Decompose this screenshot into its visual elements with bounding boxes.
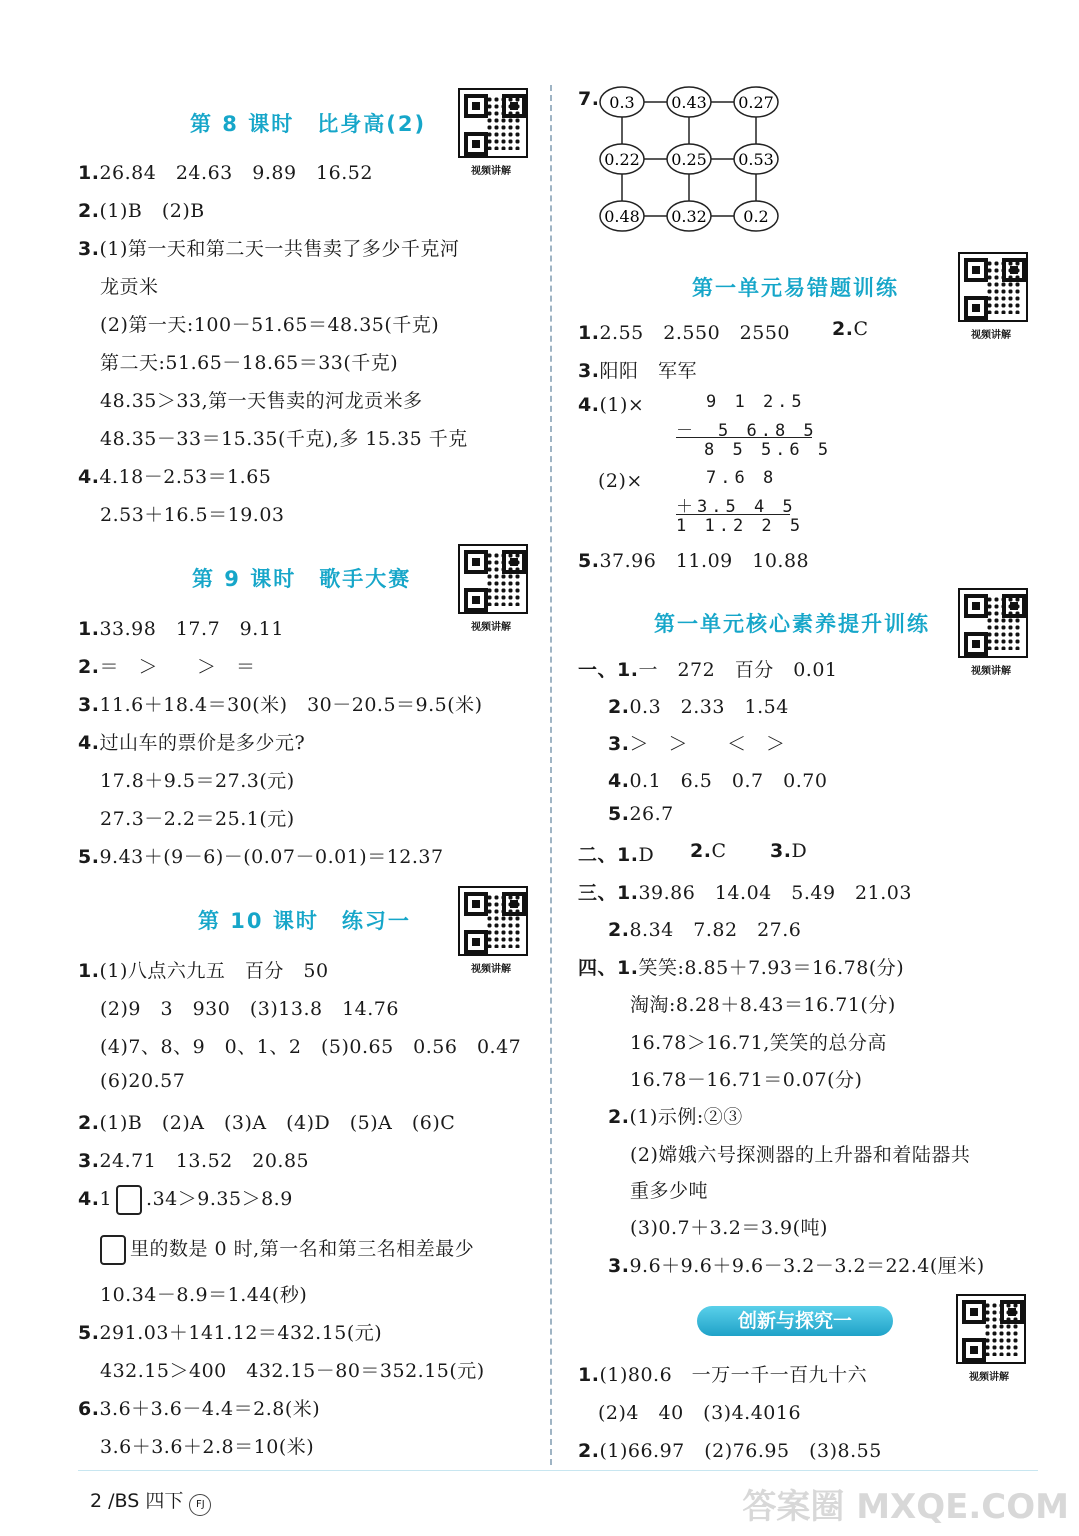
number-grid-diagram xyxy=(596,86,786,234)
answer-line: 2.0.3 2.33 1.54 xyxy=(608,696,789,718)
watermark-logo: 答案圈 MXQE.COM xyxy=(742,1487,1069,1527)
qr-caption: 视频讲解 xyxy=(471,622,511,633)
grid-node-value: 0.27 xyxy=(738,93,774,112)
answer-line: 2.8.34 7.82 27.6 xyxy=(608,919,802,941)
answer-line: 3.6＋3.6＋2.8＝10(米) xyxy=(100,1436,315,1458)
lesson-10-heading: 第 10 课时 练习一 xyxy=(198,909,411,933)
answer-line: 3.阳阳 军军 xyxy=(578,360,697,382)
qr-code-icon[interactable] xyxy=(458,88,528,158)
vertical-calc: ＋3.5 4 5 xyxy=(676,497,797,517)
answer-line: 四、1.笑笑:8.85＋7.93＝16.78(分) xyxy=(578,957,905,979)
answer-line: 16.78－16.71＝0.07(分) xyxy=(630,1069,863,1091)
answer-line: 龙贡米 xyxy=(100,276,159,298)
answer-line: 2.(1)66.97 (2)76.95 (3)8.55 xyxy=(578,1440,882,1462)
answer-line: 1.(1)80.6 一万一千一百九十六 xyxy=(578,1364,868,1386)
answer-line: (2)嫦娥六号探测器的上升器和着陆器共 xyxy=(630,1144,971,1166)
vertical-calc: 9 1 2.5 xyxy=(706,392,806,412)
footer-rule xyxy=(78,1470,1038,1471)
vertical-calc: 1 1.2 2 5 xyxy=(676,516,805,536)
innovation-banner: 创新与探究一 xyxy=(697,1306,893,1336)
answer-line: 1.(1)八点六九五 百分 50 xyxy=(78,960,329,982)
answer-line: 5.9.43＋(9－6)－(0.07－0.01)＝12.37 xyxy=(78,846,444,868)
blank-box xyxy=(100,1235,126,1265)
answer-line: 2.C xyxy=(690,840,727,862)
qr-code-icon[interactable] xyxy=(958,588,1028,658)
answer-line: 一、1.一 272 百分 0.01 xyxy=(578,659,838,681)
vertical-calc: 7.6 8 xyxy=(706,468,778,488)
column-divider xyxy=(550,85,552,1465)
unit-error-heading: 第一单元易错题训练 xyxy=(692,276,899,300)
answer-line: 2.＝ ＞ ＞ ＝ xyxy=(78,656,256,678)
answer-line: 重多少吨 xyxy=(630,1180,709,1202)
grid-node-value: 0.2 xyxy=(743,207,769,226)
answer-line: 三、1.39.86 14.04 5.49 21.03 xyxy=(578,882,912,904)
answer-line: 1.2.55 2.550 2550 xyxy=(578,322,791,344)
answer-line: (2)× xyxy=(598,470,643,492)
answer-line: 4.4.18－2.53＝1.65 xyxy=(78,466,272,488)
vertical-calc: － 5 6.8 5 xyxy=(676,421,818,441)
unit-core-heading: 第一单元核心素养提升训练 xyxy=(654,612,930,636)
blank-box xyxy=(116,1185,142,1215)
page-footer: 2 /BS 四下 FJ xyxy=(90,1486,211,1516)
answer-line: 48.35－33＝15.35(千克),多 15.35 千克 xyxy=(100,428,468,450)
answer-line: (6)20.57 xyxy=(100,1070,186,1092)
qr-caption: 视频讲解 xyxy=(969,1372,1009,1383)
grid-node-value: 0.22 xyxy=(604,150,640,169)
answer-line: 2.(1)B (2)B xyxy=(78,200,205,222)
qr-caption: 视频讲解 xyxy=(971,666,1011,677)
qr-code-icon[interactable] xyxy=(458,886,528,956)
answer-line: (4)7、8、9 0、1、2 (5)0.65 0.56 0.47 xyxy=(100,1036,522,1058)
answer-line: 3.D xyxy=(770,840,808,862)
qr-code-icon[interactable] xyxy=(458,544,528,614)
answer-line: 2.(1)示例:②③ xyxy=(608,1106,743,1128)
answer-line: 3.11.6＋18.4＝30(米) 30－20.5＝9.5(米) xyxy=(78,694,483,716)
answer-line: (3)0.7＋3.2＝3.9(吨) xyxy=(630,1217,828,1239)
answer-line: 1.26.84 24.63 9.89 16.52 xyxy=(78,162,373,184)
answer-line: 6.3.6＋3.6－4.4＝2.8(米) xyxy=(78,1398,321,1420)
answer-line: 2.53＋16.5＝19.03 xyxy=(100,504,285,526)
answer-line: 16.78＞16.71,笑笑的总分高 xyxy=(630,1032,887,1054)
calc-rule xyxy=(676,437,812,438)
answer-line: 1.33.98 17.7 9.11 xyxy=(78,618,284,640)
answer-line: 4.过山车的票价是多少元? xyxy=(78,732,306,754)
answer-line: 48.35＞33,第一天售卖的河龙贡米多 xyxy=(100,390,423,412)
answer-line: 10.34－8.9＝1.44(秒) xyxy=(100,1284,308,1306)
answer-line: 4.(1)× xyxy=(578,394,645,416)
calc-rule xyxy=(676,514,790,515)
answer-line: 4.1 .34＞9.35＞8.9 xyxy=(78,1184,293,1215)
answer-line: 里的数是 0 时,第一名和第三名相差最少 xyxy=(100,1234,474,1265)
answer-line: 2.(1)B (2)A (3)A (4)D (5)A (6)C xyxy=(78,1112,456,1134)
answer-line: 3.＞ ＞ ＜ ＞ xyxy=(608,733,786,755)
qr-caption: 视频讲解 xyxy=(471,964,511,975)
grid-node-value: 0.48 xyxy=(604,207,640,226)
grid-node-value: 0.25 xyxy=(671,150,707,169)
answer-line: 5.291.03＋141.12＝432.15(元) xyxy=(78,1322,383,1344)
answer-line: 4.0.1 6.5 0.7 0.70 xyxy=(608,770,828,792)
lesson-8-heading: 第 8 课时 比身高(2) xyxy=(190,112,427,136)
answer-line: (2)9 3 930 (3)13.8 14.76 xyxy=(100,998,399,1020)
qr-caption: 视频讲解 xyxy=(471,166,511,177)
grid-node-value: 0.53 xyxy=(738,150,774,169)
answer-line: (2)4 40 (3)4.4016 xyxy=(598,1402,802,1424)
answer-line: 二、1.D xyxy=(578,844,655,866)
qr-code-icon[interactable] xyxy=(958,252,1028,322)
grid-node-value: 0.32 xyxy=(671,207,707,226)
answer-line: 3.(1)第一天和第二天一共售卖了多少千克河 xyxy=(78,238,460,260)
grid-node-value: 0.43 xyxy=(671,93,707,112)
answer-line: 2.C xyxy=(832,318,869,340)
lesson-9-heading: 第 9 课时 歌手大赛 xyxy=(192,567,412,591)
answer-line: 5.37.96 11.09 10.88 xyxy=(578,550,810,572)
answer-line: (2)第一天:100－51.65＝48.35(千克) xyxy=(100,314,440,336)
grid-node-value: 0.3 xyxy=(609,93,635,112)
answer-line: 第二天:51.65－18.65＝33(千克) xyxy=(100,352,399,374)
answer-line: 3.24.71 13.52 20.85 xyxy=(78,1150,310,1172)
question-7-label: 7. xyxy=(578,88,600,110)
answer-line: 淘淘:8.28＋8.43＝16.71(分) xyxy=(630,994,896,1016)
qr-caption: 视频讲解 xyxy=(971,330,1011,341)
answer-line: 3.9.6＋9.6＋9.6－3.2－3.2＝22.4(厘米) xyxy=(608,1255,985,1277)
qr-code-icon[interactable] xyxy=(956,1294,1026,1364)
vertical-calc: 8 5 5.6 5 xyxy=(704,440,833,460)
answer-line: 27.3－2.2＝25.1(元) xyxy=(100,808,295,830)
answer-line: 5.26.7 xyxy=(608,803,674,825)
answer-line: 17.8＋9.5＝27.3(元) xyxy=(100,770,295,792)
fj-mark-icon: FJ xyxy=(189,1494,211,1516)
answer-line: 432.15＞400 432.15－80＝352.15(元) xyxy=(100,1360,485,1382)
